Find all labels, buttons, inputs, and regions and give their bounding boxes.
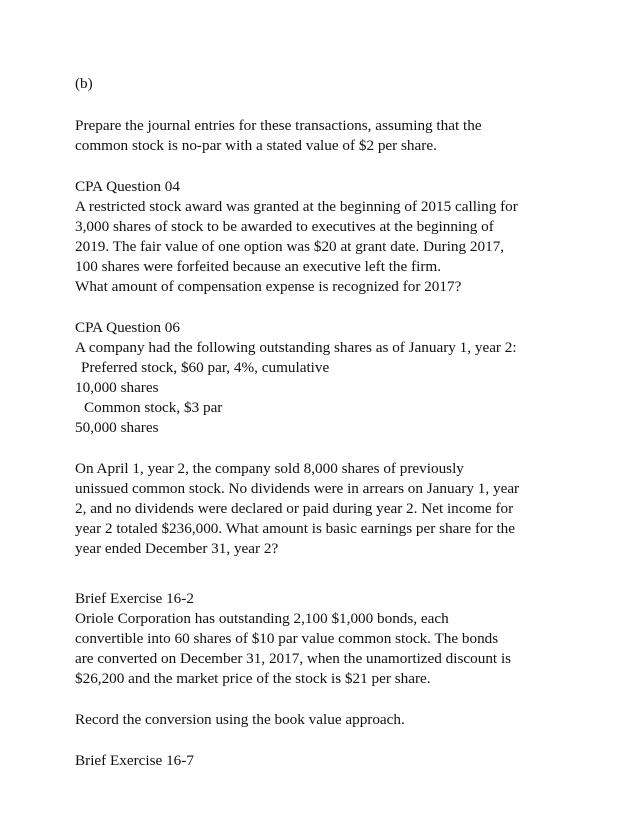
common-shares-line: 50,000 shares bbox=[75, 419, 159, 436]
cpa-question-04-line: 2019. The fair value of one option was $20 at grant date. During 2017, bbox=[75, 238, 505, 255]
brief-exercise-16-2-line: $26,200 and the market price of the stock is $21 per share. bbox=[75, 670, 431, 687]
brief-exercise-16-2-line: are converted on December 31, 2017, when the unamortized discount is bbox=[75, 650, 512, 667]
common-stock-line: Common stock, $3 par bbox=[84, 399, 223, 416]
cpa-question-04-line: 3,000 shares of stock to be awarded to executives at the beginning of bbox=[75, 218, 494, 235]
cpa-question-06-paragraph-line: On April 1, year 2, the company sold 8,000 shares of previously bbox=[75, 460, 464, 477]
part-label: (b) bbox=[75, 75, 93, 92]
cpa-question-06-paragraph-line: year ended December 31, year 2? bbox=[75, 540, 279, 557]
cpa-question-06-paragraph-line: 2, and no dividends were declared or paid during year 2. Net income for bbox=[75, 500, 514, 517]
brief-exercise-16-2-line: Oriole Corporation has outstanding 2,100 $1,000 bonds, each bbox=[75, 610, 449, 627]
prepare-line: common stock is no-par with a stated value of $2 per share. bbox=[75, 137, 437, 154]
preferred-shares-line: 10,000 shares bbox=[75, 379, 159, 396]
brief-exercise-16-2-line: convertible into 60 shares of $10 par value common stock. The bonds bbox=[75, 630, 499, 647]
preferred-stock-line: Preferred stock, $60 par, 4%, cumulative bbox=[81, 359, 330, 376]
cpa-question-04-line: What amount of compensation expense is recognized for 2017? bbox=[75, 278, 462, 295]
brief-exercise-16-2-instruction: Record the conversion using the book value approach. bbox=[75, 711, 405, 728]
cpa-question-04-line: 100 shares were forfeited because an executive left the firm. bbox=[75, 258, 442, 275]
brief-exercise-16-7-heading: Brief Exercise 16-7 bbox=[75, 752, 194, 769]
cpa-question-06-paragraph-line: unissued common stock. No dividends were in arrears on January 1, year bbox=[75, 480, 520, 497]
cpa-question-06-heading: CPA Question 06 bbox=[75, 319, 180, 336]
cpa-question-06-paragraph-line: year 2 totaled $236,000. What amount is basic earnings per share for the bbox=[75, 520, 516, 537]
cpa-question-04-heading: CPA Question 04 bbox=[75, 178, 180, 195]
brief-exercise-16-2-heading: Brief Exercise 16-2 bbox=[75, 590, 194, 607]
prepare-line: Prepare the journal entries for these transactions, assuming that the bbox=[75, 117, 482, 134]
cpa-question-04-line: A restricted stock award was granted at the beginning of 2015 calling for bbox=[75, 198, 518, 215]
cpa-question-06-intro: A company had the following outstanding shares as of January 1, year 2: bbox=[75, 339, 517, 356]
